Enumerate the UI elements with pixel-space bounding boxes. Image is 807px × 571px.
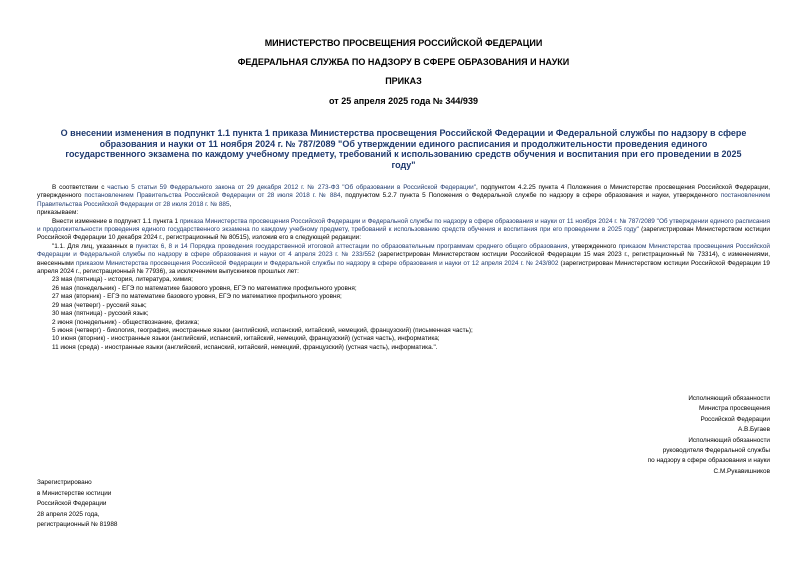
registration-line: регистрационный № 81988 (37, 521, 118, 528)
paragraph-basis: В соответствии с частью 5 статьи 59 Федерального закона от 29 декабря 2012 г. № 273-ФЗ "Об образовании в Российской Федерации", подпунктом 4.2.25 пункта 4 Положения о Министерстве просвещения Российской Федерации, утвержденного постановлением Правительства Российской Федерации от 28 июля 2018 г. № 884, подпунктом 5.2.7 пункта 5 Положения о Федеральной службе по надзору в сфере образования и науки, утвержденного постановлением Правительства Российской Федерации от 28 июля 2018 г. № 885, (37, 184, 771, 208)
schedule-item: 27 мая (вторник) - ЕГЭ по математике базового уровня, ЕГЭ по математике профильного уровня; (52, 293, 342, 301)
signature-line: Исполняющий обязанности (688, 436, 770, 444)
registration-line: Зарегистрировано (37, 479, 92, 486)
service-name: ФЕДЕРАЛЬНАЯ СЛУЖБА ПО НАДЗОРУ В СФЕРЕ ОБРАЗОВАНИЯ И НАУКИ (237, 57, 570, 67)
document-date-number: от 25 апреля 2025 года № 344/939 (329, 96, 478, 106)
order-word: приказываем: (37, 209, 79, 217)
signature-line: С.М.Рукавишников (713, 467, 770, 475)
document-title: О внесении изменения в подпункт 1.1 пункта 1 приказа Министерства просвещения Российской Федерации и Федеральной службы по надзору в сфере образования и науки от 11 ноября 2024 г. № 787/2089 "Об утверждении единого расписания и продолжительности проведения единого государственного экзамена по каждому учебному предмету, требований к использованию средств обучения и воспитания при его проведении в 2025 году" (60, 128, 747, 170)
resolution-884-link[interactable]: постановлением Правительства Российской Федерации от 28 июля 2018 г. № 884 (84, 192, 341, 200)
signature-line: по надзору в сфере образования и науки (647, 457, 770, 465)
schedule-item: 10 июня (вторник) - иностранные языки (английский, испанский, китайский, немецкий, французский) (устная часть), информатика; (52, 335, 440, 343)
schedule-item: 29 мая (четверг) - русский язык; (52, 301, 147, 309)
order-233-link[interactable]: приказом Министерства просвещения Российской Федерации и Федеральной службы по надзору в сфере образования и науки от 4 апреля 2023 г. № 233/552 (37, 242, 770, 259)
schedule-item: 23 мая (пятница) - история, литература, химия; (52, 276, 193, 284)
registration-line: в Министерстве юстиции (37, 489, 112, 497)
signature-line: А.В.Бугаев (737, 426, 770, 434)
signature-line: Исполняющий обязанности (688, 395, 770, 402)
paragraph-new-text: "1.1. Для лиц, указанных в пунктах 6, 8 и 14 Порядка проведения государственной итоговой аттестации по образовательным программам среднего общего образования, утвержденного приказом Министерства просвещения Российской Федерации и Федеральной службы по надзору в сфере образования и науки от 4 апреля 2023 г. № 233/552 (зарегистрирован Министерством юстиции Российской Федерации 15 мая 2023 г., регистрационный № 73314), с изменениями, внесенными приказом Министерства просвещения Российской Федерации и Федеральной службы по надзору в сфере образования и науки от 12 апреля 2024 г. № 243/802 (зарегистрирован Министерством юстиции Российской Федерации 19 апреля 2024 г., регистрационный № 77936), за исключением выпускников прошлых лет: (37, 242, 771, 276)
resolution-885-link[interactable]: постановлением Правительства Российской Федерации от 28 июля 2018 г. № 885 (37, 192, 771, 208)
order-243-link[interactable]: приказом Министерства просвещения Российской Федерации и Федеральной службы по надзору в сфере образования и науки от 12 апреля 2024 г. № 243/802 (75, 259, 559, 267)
schedule-item: 5 июня (четверг) - биология, география, иностранные языки (английский, испанский, китайский, немецкий, французский) (письменная часть); (52, 326, 473, 334)
registration-line: Российской Федерации (37, 500, 107, 507)
registration-line: 28 апреля 2025 года, (37, 510, 100, 518)
schedule-item: 2 июня (понедельник) - обществознание, физика; (52, 318, 200, 326)
procedure-link[interactable]: пунктах 6, 8 и 14 Порядка проведения государственной итоговой аттестации по образовательным программам среднего общего образования (135, 242, 568, 250)
ministry-name: МИНИСТЕРСТВО ПРОСВЕЩЕНИЯ РОССИЙСКОЙ ФЕДЕРАЦИИ (264, 38, 543, 48)
signature-block (648, 394, 770, 477)
paragraph-amendment: Внести изменение в подпункт 1.1 пункта 1 приказа Министерства просвещения Российской Федерации и Федеральной службы по надзору в сфере образования и науки от 11 ноября 2024 г. № 787/2089 "Об утверждении единого расписания и продолжительности проведения единого государственного экзамена по каждому учебному предмету, требований к использованию средств обучения и воспитания при его проведении в 2025 году" (зарегистрирован Министерством юстиции Российской Федерации 10 декабря 2024 г., регистрационный № 80515), изложив его в следующей редакции: (37, 217, 770, 242)
signature-line: руководителя Федеральной службы (662, 447, 770, 455)
amended-order-link[interactable]: приказа Министерства просвещения Российской Федерации и Федеральной службы по надзору в сфере образования и науки от 11 ноября 2024 г. № 787/2089 "Об утверждении единого расписания и продолжительности проведения единого государственного экзамена по каждому учебному предмету, требований к использованию средств обучения и воспитания при его проведении в 2025 году" (37, 217, 770, 234)
schedule-item: 30 мая (пятница) - русский язык; (52, 310, 149, 318)
document-body (37, 184, 770, 352)
schedule-item: 26 мая (понедельник) - ЕГЭ по математике базового уровня, ЕГЭ по математике профильного уровня; (52, 284, 357, 292)
signature-line: Министра просвещения (699, 405, 770, 413)
signature-line: Российской Федерации (700, 415, 770, 423)
law-link[interactable]: частью 5 статьи 59 Федерального закона от 29 декабря 2012 г. № 273-ФЗ "Об образовании в Российской Федерации" (107, 184, 477, 191)
schedule-item: 11 июня (среда) - иностранные языки (английский, испанский, китайский, немецкий, французский) (устная часть), информатика.". (52, 343, 438, 351)
document-type: ПРИКАЗ (385, 76, 422, 86)
registration-block (37, 478, 117, 531)
